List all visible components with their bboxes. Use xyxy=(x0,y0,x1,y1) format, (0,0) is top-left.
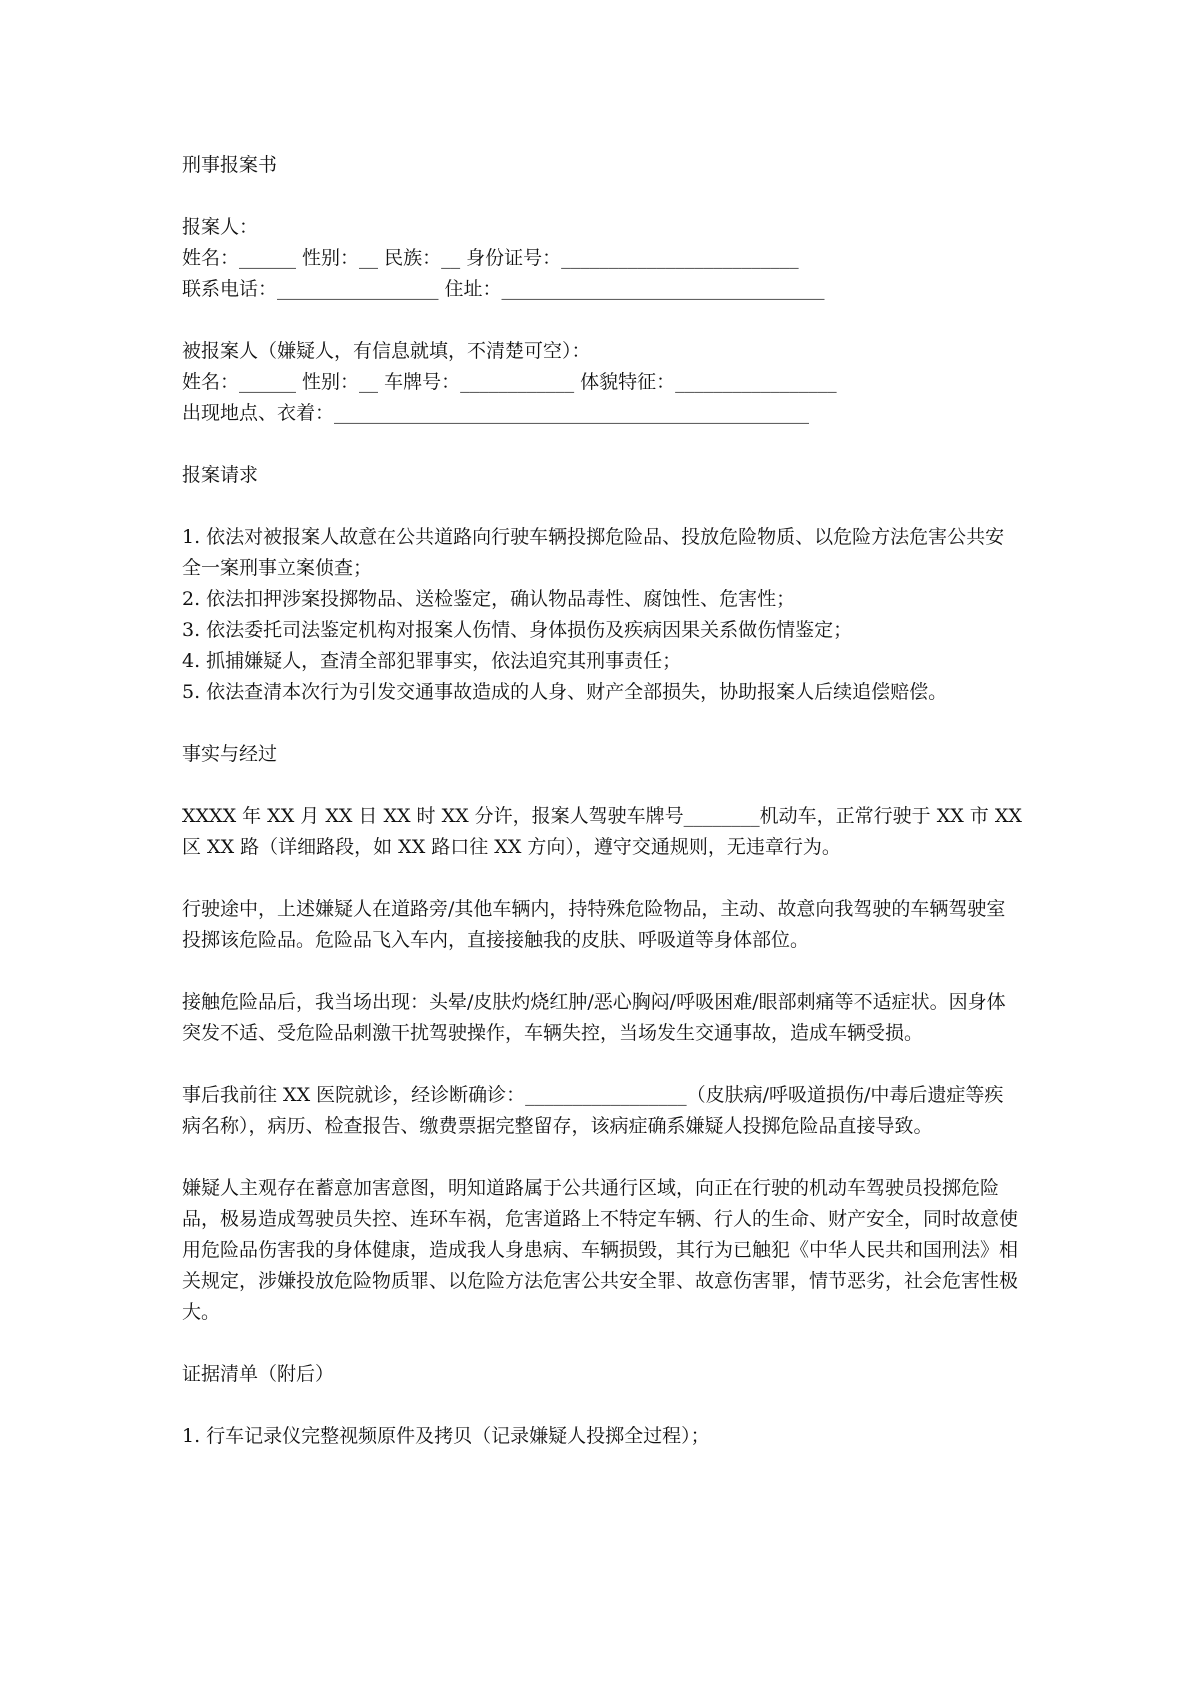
spacer xyxy=(182,181,1022,212)
spacer xyxy=(182,956,1022,987)
spacer xyxy=(182,770,1022,801)
spacer xyxy=(182,429,1022,460)
suspect-heading: 被报案人（嫌疑人，有信息就填，不清楚可空）： xyxy=(182,340,591,362)
facts-paragraph: 行驶途中，上述嫌疑人在道路旁/其他车辆内，持特殊危险物品，主动、故意向我驾驶的车辆驾驶室投掷该危险品。危险品飞入车内，直接接触我的皮肤、呼吸道等身体部位。 xyxy=(182,898,1006,951)
document-body xyxy=(182,150,1022,1452)
facts-heading: 事实与经过 xyxy=(182,743,278,765)
facts-paragraph: 嫌疑人主观存在蓄意加害意图，明知道路属于公共通行区域，向正在行驶的机动车驾驶员投掷危险品，极易造成驾驶员失控、连环车祸，危害道路上不特定车辆、行人的生命、财产安全，同时故意使用危险品伤害我的身体健康，造成我人身患病、车辆损毁，其行为已触犯《中华人民共和国刑法》相关规定，涉嫌投放危险物质罪、以危险方法危害公共安全罪、故意伤害罪，情节恶劣，社会危害性极大。 xyxy=(182,1177,1019,1323)
reporter-line-contact: 联系电话：_________________ 住址：__________________________________ xyxy=(182,278,825,300)
facts-paragraph: 事后我前往 XX 医院就诊，经诊断确诊：_________________（皮肤病/呼吸道损伤/中毒后遗症等疾病名称），病历、检查报告、缴费票据完整留存，该病症确系嫌疑人投掷危险品直接导致。 xyxy=(182,1084,1004,1137)
request-item: 2. 依法扣押涉案投掷物品、送检鉴定，确认物品毒性、腐蚀性、危害性； xyxy=(182,588,796,610)
spacer xyxy=(182,1049,1022,1080)
spacer xyxy=(182,491,1022,522)
request-item: 1. 依法对被报案人故意在公共道路向行驶车辆投掷危险品、投放危险物质、以危险方法危害公共安全一案刑事立案侦查； xyxy=(182,526,1005,579)
spacer xyxy=(182,1390,1022,1421)
document-title: 刑事报案书 xyxy=(182,154,278,176)
spacer xyxy=(182,1328,1022,1359)
evidence-heading: 证据清单（附后） xyxy=(182,1363,335,1385)
request-item: 5. 依法查清本次行为引发交通事故造成的人身、财产全部损失，协助报案人后续追偿赔偿。 xyxy=(182,681,948,703)
requests-heading: 报案请求 xyxy=(182,464,259,486)
facts-paragraph: 接触危险品后，我当场出现：头晕/皮肤灼烧红肿/恶心胸闷/呼吸困难/眼部刺痛等不适症状。因身体突发不适、受危险品刺激干扰驾驶操作，车辆失控，当场发生交通事故，造成车辆受损。 xyxy=(182,991,1006,1044)
spacer xyxy=(182,1142,1022,1173)
spacer xyxy=(182,708,1022,739)
request-item: 4. 抓捕嫌疑人，查清全部犯罪事实，依法追究其刑事责任； xyxy=(182,650,682,672)
facts-paragraph: XXXX 年 XX 月 XX 日 XX 时 XX 分许，报案人驾驶车牌号________机动车，正常行驶于 XX 市 XX 区 XX 路（详细路段，如 XX 路口往 XX 方向），遵守交通规则，无违章行为。 xyxy=(182,805,1022,858)
reporter-line-name: 姓名：______ 性别：__ 民族：__ 身份证号：_________________________ xyxy=(182,247,799,269)
suspect-line-location: 出现地点、衣着：__________________________________________________ xyxy=(182,402,810,424)
spacer xyxy=(182,305,1022,336)
request-item: 3. 依法委托司法鉴定机构对报案人伤情、身体损伤及疾病因果关系做伤情鉴定； xyxy=(182,619,853,641)
evidence-item: 1. 行车记录仪完整视频原件及拷贝（记录嫌疑人投掷全过程）； xyxy=(182,1425,710,1447)
spacer xyxy=(182,863,1022,894)
suspect-line-name: 姓名：______ 性别：__ 车牌号：____________ 体貌特征：_________________ xyxy=(182,371,837,393)
reporter-heading: 报案人： xyxy=(182,216,259,238)
